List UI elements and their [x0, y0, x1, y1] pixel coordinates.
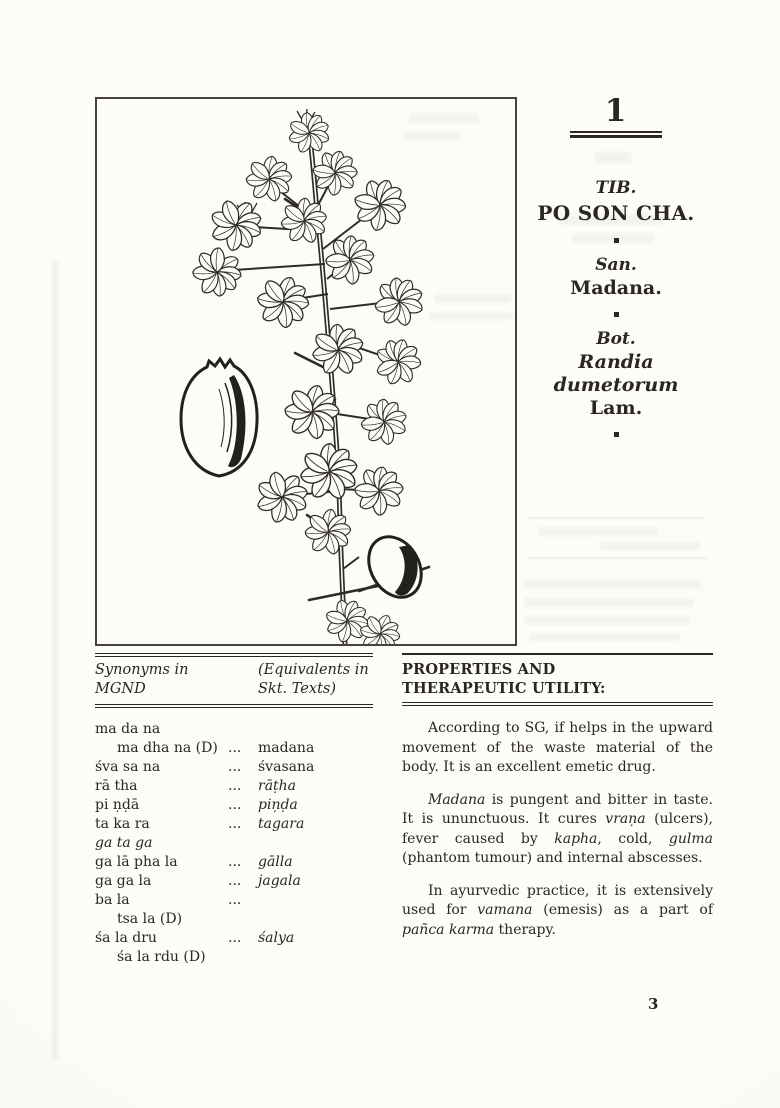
bleedthrough-ghost [527, 517, 703, 519]
plant-illustration [97, 99, 515, 644]
fruit-small [358, 527, 432, 606]
table-row: ga ga la ... jagala [95, 873, 301, 889]
separator-square-icon [614, 312, 619, 317]
table-row: rā tha ... rāṭha [95, 778, 297, 794]
table-row: ga lā pha la ... gālla [95, 854, 293, 870]
bleedthrough-ghost [600, 542, 700, 550]
table-row: ba la ... [95, 892, 242, 908]
tib-label: TIB. [595, 178, 637, 198]
san-name: Madana. [570, 277, 662, 299]
table-row: ta ka ra ... tagara [95, 816, 305, 832]
synonyms-table [95, 653, 373, 968]
chapter-header [522, 94, 710, 138]
san-label: San. [595, 255, 637, 275]
bleedthrough-ghost [409, 114, 479, 123]
chapter-number: 1 [604, 93, 628, 129]
synonyms-table-header [95, 653, 373, 708]
chapter-rule [570, 131, 662, 138]
synonyms-col-header: Synonyms in MGND [95, 662, 189, 697]
bleedthrough-ghost [434, 294, 512, 303]
paragraph: Madana is pungent and bitter in taste. It is ununctuous. It cures vraṇa (ulcers), fever caused by kapha, cold, gulma (phantom tumour) and internal abscesses. [402, 791, 713, 866]
paragraph: In ayurvedic practice, it is extensively used for vamana (emesis) as a part of pañca karma therapy. [402, 882, 714, 938]
page-crease [50, 260, 60, 1060]
table-row: ga ta ga [95, 835, 153, 851]
bleedthrough-ghost [524, 580, 702, 589]
tib-name: PO SON CHA. [537, 201, 695, 225]
plant-illustration-frame [95, 97, 517, 646]
table-row: ma da na [95, 721, 161, 737]
fruit-large [181, 359, 257, 476]
bleedthrough-ghost [527, 557, 707, 559]
separator-square-icon [614, 238, 619, 243]
properties-section [402, 653, 713, 940]
table-row: śa la dru ... śalya [95, 930, 295, 946]
table-row: tsa la (D) [117, 911, 183, 927]
table-row: śva sa na ... śvasana [95, 759, 315, 775]
page-number: 3 [648, 995, 659, 1013]
bot-name-species: dumetorum [553, 374, 679, 396]
table-row: ma dha na (D) ... madana [117, 740, 315, 756]
name-block [522, 177, 710, 448]
separator-square-icon [614, 432, 619, 437]
synonyms-rows [95, 721, 373, 968]
bleedthrough-ghost [594, 152, 632, 163]
table-row: śa la rdu (D) [117, 949, 206, 965]
bleedthrough-ghost [538, 527, 658, 536]
properties-heading: PROPERTIES AND THERAPEUTIC UTILITY: [402, 653, 713, 706]
bot-label: Bot. [596, 329, 636, 349]
table-row: pi ṇḍā ... piṇḍa [95, 797, 298, 813]
bleedthrough-ghost [530, 633, 680, 641]
bleedthrough-ghost [402, 132, 462, 140]
bleedthrough-ghost [524, 616, 690, 625]
bleedthrough-ghost [429, 312, 513, 320]
bleedthrough-ghost [524, 598, 694, 607]
equivalents-col-header: (Equivalents in Skt. Texts) [258, 662, 369, 697]
paragraph: According to SG, if helps in the upward movement of the waste material of the body. It is an excellent emetic drug. [402, 720, 713, 775]
bot-name-author: Lam. [589, 397, 643, 419]
bot-name-genus: Randia [578, 351, 654, 373]
